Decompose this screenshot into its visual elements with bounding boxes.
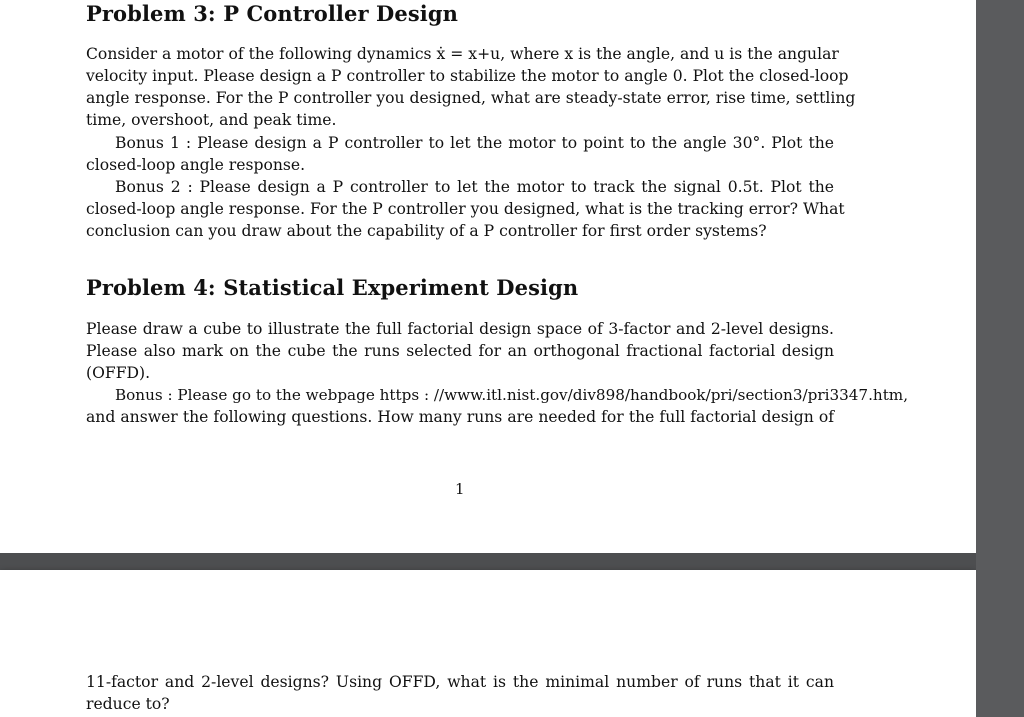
problem-3-line-2: velocity input. Please design a P controller to stabilize the motor to angle 0. Plot the closed-loop bbox=[86, 67, 849, 85]
page-2-line-2: reduce to? bbox=[86, 695, 170, 713]
problem-3-bonus-2-line-2: closed-loop angle response. For the P controller you designed, what is the tracking error? What bbox=[86, 200, 845, 218]
pdf-page-2 bbox=[0, 570, 976, 717]
problem-3-bonus-1-line-2: closed-loop angle response. bbox=[86, 156, 306, 174]
problem-4-bonus-line-2: and answer the following questions. How many runs are needed for the full factorial design of bbox=[86, 408, 834, 426]
problem-4-line-1: Please draw a cube to illustrate the full factorial design space of 3-factor and 2-level designs. bbox=[86, 320, 834, 338]
page-number: 1 bbox=[455, 480, 465, 498]
problem-4-line-3: (OFFD). bbox=[86, 364, 151, 382]
page-gap bbox=[0, 553, 976, 570]
problem-3-bonus-2-line-1: Bonus 2 : Please design a P controller to let the motor to track the signal 0.5t. Plot the bbox=[115, 178, 834, 196]
problem-4-heading: Problem 4: Statistical Experiment Design bbox=[86, 275, 579, 300]
problem-3-line-4: time, overshoot, and peak time. bbox=[86, 111, 337, 129]
problem-3-line-1: Consider a motor of the following dynamics ẋ = x+u, where x is the angle, and u is the angular bbox=[86, 45, 839, 63]
problem-4-line-2: Please also mark on the cube the runs selected for an orthogonal fractional factorial design bbox=[86, 342, 834, 360]
problem-4-bonus-line-1: Bonus : Please go to the webpage https : //www.itl.nist.gov/div898/handbook/pri/section3/pri3347.htm, bbox=[115, 386, 909, 404]
page-2-line-1: 11-factor and 2-level designs? Using OFFD, what is the minimal number of runs that it can bbox=[86, 673, 834, 691]
problem-3-bonus-1-line-1: Bonus 1 : Please design a P controller to let the motor to point to the angle 30°. Plot the bbox=[115, 134, 834, 152]
problem-3-bonus-2-line-3: conclusion can you draw about the capability of a P controller for first order systems? bbox=[86, 222, 767, 240]
viewer-right-gutter bbox=[976, 0, 1024, 717]
problem-3-heading: Problem 3: P Controller Design bbox=[86, 1, 458, 26]
problem-3-line-3: angle response. For the P controller you designed, what are steady-state error, rise time, settling bbox=[86, 89, 856, 107]
